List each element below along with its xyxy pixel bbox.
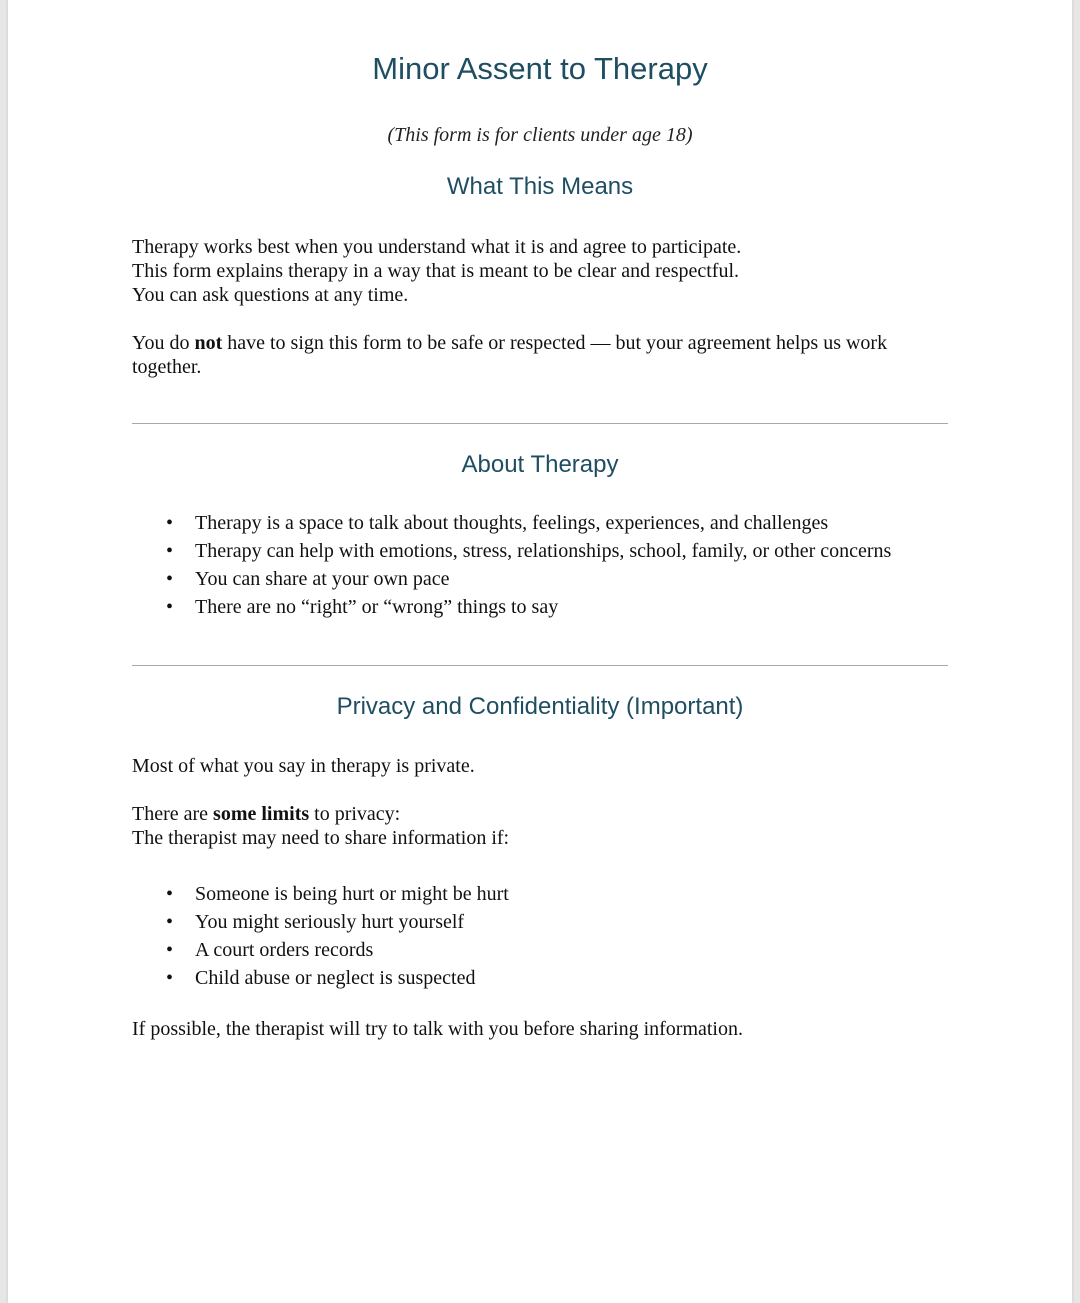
limits-text-start: There are xyxy=(132,803,214,825)
list-item xyxy=(132,964,948,992)
list-item-text: A court orders records xyxy=(195,939,374,961)
bullet-icon: • xyxy=(166,883,174,905)
limits-bold: some limits xyxy=(213,803,310,825)
document-page xyxy=(8,0,1072,1303)
list-item xyxy=(132,565,948,593)
section-heading-privacy: Privacy and Confidentiality (Important) xyxy=(336,693,744,720)
privacy-intro: Most of what you say in therapy is private. xyxy=(132,755,475,777)
list-item xyxy=(132,593,948,621)
bullet-icon: • xyxy=(166,596,174,618)
bullet-icon: • xyxy=(166,568,174,590)
list-item xyxy=(132,936,948,964)
intro-line: This form explains therapy in a way that is meant to be clear and respectful. xyxy=(132,260,740,282)
privacy-limits-paragraph xyxy=(132,802,948,850)
list-item xyxy=(132,880,948,908)
section-divider xyxy=(132,665,948,666)
privacy-closing: If possible, the therapist will try to talk with you before sharing information. xyxy=(132,1018,743,1040)
document-subtitle: (This form is for clients under age 18) xyxy=(387,124,693,146)
section-heading-what-this-means: What This Means xyxy=(446,173,634,200)
share-if-line: The therapist may need to share information if: xyxy=(132,827,510,849)
agreement-bold-not: not xyxy=(194,332,223,354)
list-item xyxy=(132,537,948,565)
bullet-icon: • xyxy=(166,540,174,562)
list-item-text: Therapy is a space to talk about thoughts, feelings, experiences, and challenges xyxy=(195,512,829,534)
about-therapy-list xyxy=(132,509,948,621)
list-item-text: You can share at your own pace xyxy=(195,568,450,590)
intro-line: Therapy works best when you understand what it is and agree to participate. xyxy=(132,236,742,258)
bullet-icon: • xyxy=(166,911,174,933)
agreement-text-start: You do xyxy=(132,332,195,354)
bullet-icon: • xyxy=(166,512,174,534)
privacy-limits-list xyxy=(132,880,948,992)
list-item-text: Someone is being hurt or might be hurt xyxy=(195,883,509,905)
intro-line: You can ask questions at any time. xyxy=(132,284,409,306)
intro-paragraph xyxy=(132,235,948,307)
list-item-text: Therapy can help with emotions, stress, relationships, school, family, or other concerns xyxy=(195,540,892,562)
list-item xyxy=(132,908,948,936)
privacy-limits-line xyxy=(132,802,948,826)
bullet-icon: • xyxy=(166,967,174,989)
agreement-paragraph xyxy=(132,331,948,379)
section-divider xyxy=(132,423,948,424)
section-heading-about-therapy: About Therapy xyxy=(461,451,619,478)
list-item-text: Child abuse or neglect is suspected xyxy=(195,967,476,989)
document-title: Minor Assent to Therapy xyxy=(372,51,708,86)
bullet-icon: • xyxy=(166,939,174,961)
list-item xyxy=(132,509,948,537)
limits-text-end: to privacy: xyxy=(309,803,401,825)
agreement-text-end: have to sign this form to be safe or respected — but your agreement helps us work together. xyxy=(132,332,888,378)
list-item-text: There are no “right” or “wrong” things to say xyxy=(195,596,559,618)
list-item-text: You might seriously hurt yourself xyxy=(195,911,465,933)
